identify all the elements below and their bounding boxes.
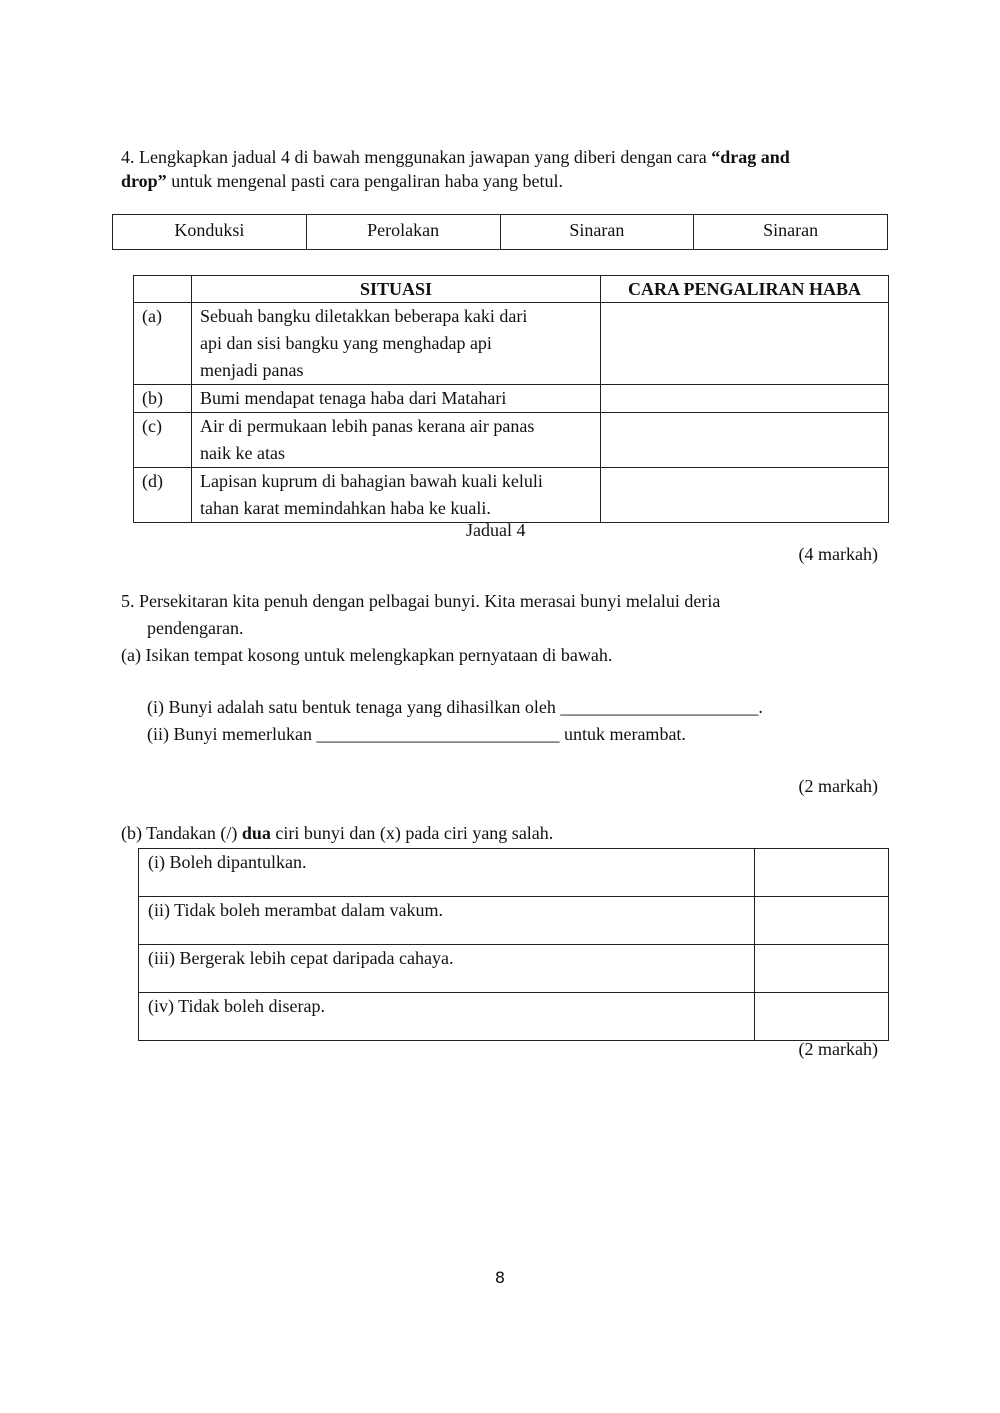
drop-zone-c[interactable]: [601, 413, 889, 468]
tick-cell-iii[interactable]: [755, 945, 889, 993]
situasi-line: Air di permukaan lebih panas kerana air panas: [200, 416, 535, 436]
q4-instruction-line1: [121, 145, 790, 169]
q5-intro-line1: 5. Persekitaran kita penuh dengan pelbagai bunyi. Kita merasai bunyi melalui deria: [121, 591, 721, 611]
situasi-text: [192, 413, 601, 468]
table-row: [134, 468, 889, 523]
situasi-text: [192, 468, 601, 523]
q5a-ii-statement[interactable]: (ii) Bunyi memerlukan ___________________________ untuk merambat.: [147, 724, 686, 744]
tick-cell-ii[interactable]: [755, 897, 889, 945]
table-row: [134, 413, 889, 468]
drop-zone-a[interactable]: [601, 303, 889, 385]
table-row: [139, 993, 889, 1041]
answer-choices-bank: [112, 214, 888, 250]
table-row: [139, 945, 889, 993]
q4-drop-bold: drop”: [121, 171, 167, 191]
choice-tile-perolakan[interactable]: Perolakan: [306, 215, 500, 250]
q4-instruction-line2: [121, 169, 563, 193]
ciri-text: (iii) Bergerak lebih cepat daripada cahaya.: [139, 945, 755, 993]
header-situasi: SITUASI: [192, 276, 601, 303]
drop-zone-d[interactable]: [601, 468, 889, 523]
ciri-text: (i) Boleh dipantulkan.: [139, 849, 755, 897]
q5b-instruction-pre: (b) Tandakan (/): [121, 823, 242, 843]
situasi-line: api dan sisi bangku yang menghadap api: [200, 333, 492, 353]
situasi-text: [192, 303, 601, 385]
situasi-line: tahan karat memindahkan haba ke kuali.: [200, 498, 491, 518]
choice-tile-sinaran-2[interactable]: Sinaran: [694, 215, 888, 250]
choice-tile-sinaran[interactable]: Sinaran: [500, 215, 694, 250]
q5-intro-line2: pendengaran.: [147, 618, 244, 638]
situasi-line: Lapisan kuprum di bahagian bawah kuali keluli: [200, 471, 543, 491]
table-caption: Jadual 4: [466, 520, 526, 540]
tick-cell-iv[interactable]: [755, 993, 889, 1041]
q5b-instruction: [121, 821, 553, 845]
situasi-line: naik ke atas: [200, 443, 285, 463]
situasi-line: menjadi panas: [200, 360, 304, 380]
table-row: [139, 897, 889, 945]
ciri-text: (ii) Tidak boleh merambat dalam vakum.: [139, 897, 755, 945]
header-blank: [134, 276, 192, 303]
row-label: (d): [134, 468, 192, 523]
q5b-dua-bold: dua: [241, 823, 271, 843]
q4-instruction-rest: untuk mengenal pasti cara pengaliran haba yang betul.: [166, 171, 564, 191]
situasi-table: [133, 275, 889, 523]
choice-tile-konduksi[interactable]: Konduksi: [113, 215, 307, 250]
row-label: (a): [134, 303, 192, 385]
q4-marks: (4 markah): [798, 544, 878, 564]
q5b-marks: (2 markah): [798, 1039, 878, 1059]
situasi-text: [192, 385, 601, 413]
q4-instruction-text: 4. Lengkapkan jadual 4 di bawah menggunakan jawapan yang diberi dengan cara: [121, 147, 712, 167]
table-row: [139, 849, 889, 897]
tick-cell-i[interactable]: [755, 849, 889, 897]
situasi-line: Bumi mendapat tenaga haba dari Matahari: [200, 388, 507, 408]
drop-zone-b[interactable]: [601, 385, 889, 413]
q4-drag-and-bold: “drag and: [711, 147, 790, 167]
q5a-marks: (2 markah): [798, 776, 878, 796]
situasi-header-row: [134, 276, 889, 303]
table-row: [134, 303, 889, 385]
row-label: (b): [134, 385, 192, 413]
situasi-line: Sebuah bangku diletakkan beberapa kaki dari: [200, 306, 528, 326]
q5a-i-statement[interactable]: (i) Bunyi adalah satu bentuk tenaga yang dihasilkan oleh ______________________.: [147, 697, 763, 717]
ciri-bunyi-table: [138, 848, 889, 1041]
page-number: 8: [494, 1268, 506, 1287]
table-row: [134, 385, 889, 413]
ciri-text: (iv) Tidak boleh diserap.: [139, 993, 755, 1041]
row-label: (c): [134, 413, 192, 468]
q5b-instruction-post: ciri bunyi dan (x) pada ciri yang salah.: [270, 823, 554, 843]
header-cara-pengaliran: CARA PENGALIRAN HABA: [601, 276, 889, 303]
q5a-instruction: (a) Isikan tempat kosong untuk melengkapkan pernyataan di bawah.: [121, 645, 613, 665]
